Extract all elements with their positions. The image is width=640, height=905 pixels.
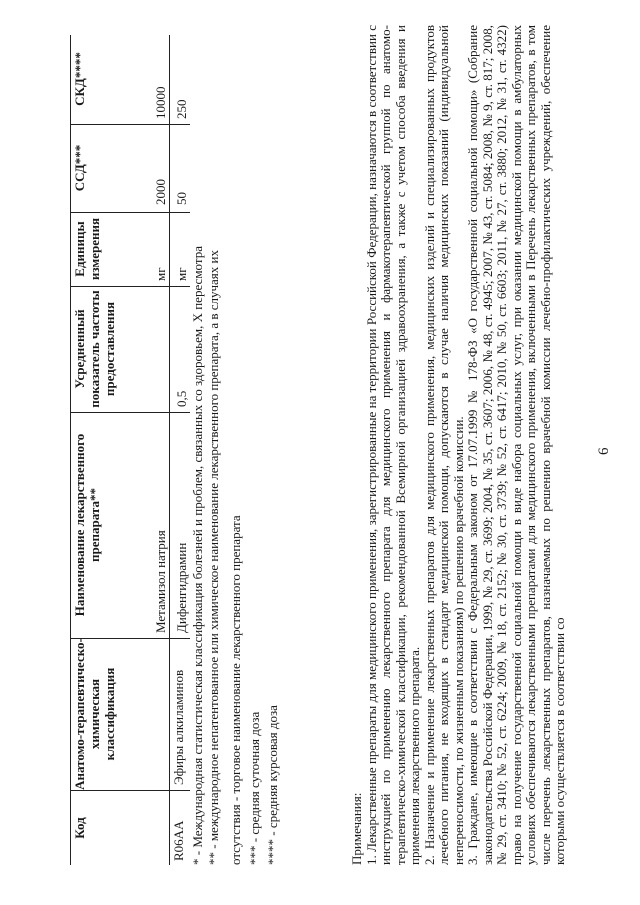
footnote-3: отсутствия - торговое наименование лекарственного препарата <box>228 515 243 865</box>
footnote-2: ** - международное непатентованное или химическое наименование лекарственного препарата, а в случаях их <box>206 250 221 865</box>
note-1: 1. Лекарственные препараты для медицинского применения, зарегистрированные на территории Российской Федерации, назначаются в соответствии с инструкцией по применению лекарственного препарата для медицинского применения и фармакотерапевтической группой по анатомо-терапевтическо-химической классификации, рекомендованной Всемирной организацией здравоохранения, а также с учетом способа введения и применения лекарственного препарата. <box>363 25 422 865</box>
row-2-ssd: 2000 <box>153 179 168 205</box>
header-frequency: Усредненный показатель частоты предоставления <box>71 286 190 413</box>
note-2: 2. Назначение и применение лекарственных препаратов для медицинского применения, медицинских изделий и специализированных продуктов лечебного питания, не входящих в стандарт медицинской помощи, допускаются в случае наличия медицинских показаний (индивидуальной непереносимости, по жизненным показаниям) по решению врачебной комиссии. <box>421 25 466 865</box>
row-3-ssd: 50 <box>174 192 189 205</box>
drug-table <box>70 35 189 865</box>
notes-heading: Примечания: <box>349 792 364 865</box>
footnote-5: **** - средняя курсовая доза <box>265 705 280 865</box>
row-3-frequency: 0,5 <box>174 390 189 407</box>
note-3: 3. Граждане, имеющие в соответствии с Федеральным законом от 17.07.1999 № 178-ФЗ «О государственной социальной помощи» (Собрание законодательства Российской Федерации, 1999, № 29, ст. 3699; 2004, № 35, ст. 3607; 2006, № 48, ст. 4945; 2007, № 43, ст. 5084; 2008, № 9, ст. 817; 2008, № 29, ст. 3410; № 52, ст. 6224; 2009, № 18, ст. 2152; № 30, ст. 3739; № 52, ст. 6417; 2010, № 50, ст. 6603; 2011, № 27, ст. 3880; 2012, № 31, ст. 4322) право на получение государственной социальной помощи в виде набора социальных услуг, при оказании медицинской помощи в амбулаторных условиях обеспечиваются лекарственными препаратами для медицинского применения, включенными в Перечень лекарственных препаратов, в том числе перечень лекарственных препаратов, назначаемых по решению врачебной комиссии лечебно-профилактических учреждений, обеспечение которыми осуществляется в соответствии со <box>465 25 567 865</box>
row-2-name: Метамизол натрия <box>153 530 168 633</box>
header-ssd: ССД*** <box>71 124 190 213</box>
header-skd: СКД**** <box>71 34 190 125</box>
header-atc: Анатомо-терапевтическо-химическая классификация <box>71 638 190 791</box>
row-2-skd: 10000 <box>153 86 168 119</box>
header-name: Наименование лекарственного препарата** <box>71 412 190 639</box>
header-unit: Единицы измерения <box>71 212 190 287</box>
row-3-name: Дифенгидрамин <box>174 542 189 633</box>
row-3-skd: 250 <box>174 99 189 119</box>
row-1-code: R06AA <box>171 820 186 861</box>
page-number: 6 <box>596 447 612 455</box>
footnote-4: *** - средняя суточная доза <box>247 711 262 865</box>
row-separator <box>169 35 170 865</box>
row-3-unit: мг <box>174 267 189 281</box>
row-2-unit: мг <box>153 267 168 281</box>
footnote-1: * - Международная статистическая классификация болезней и проблем, связанных со здоровьем, X пересмотра <box>190 246 205 865</box>
row-1-atc: Эфиры алкиламинов <box>171 669 186 785</box>
header-code: Код <box>72 817 87 839</box>
notes-section <box>350 25 568 865</box>
